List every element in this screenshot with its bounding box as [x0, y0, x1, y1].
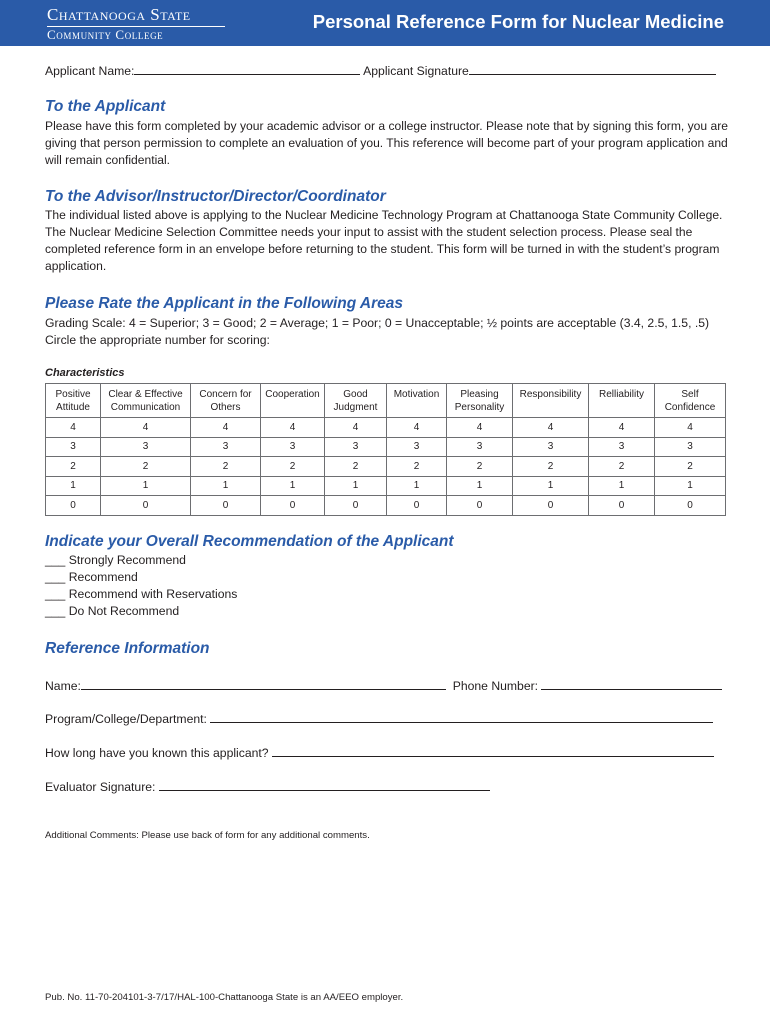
blank-line: ___ — [45, 553, 66, 567]
score-cell[interactable]: 0 — [589, 496, 655, 516]
to-advisor-heading: To the Advisor/Instructor/Director/Coordinator — [45, 188, 386, 205]
col-label: Confidence — [664, 401, 716, 413]
evaluator-signature-field[interactable] — [159, 779, 490, 791]
recommend-option-do-not[interactable] — [45, 604, 179, 618]
phone-number-field[interactable] — [541, 678, 722, 690]
score-cell[interactable]: 4 — [46, 418, 101, 438]
blank-line: ___ — [45, 587, 66, 601]
score-cell[interactable]: 1 — [655, 476, 726, 496]
score-cell[interactable]: 1 — [191, 476, 261, 496]
score-cell[interactable]: 1 — [387, 476, 447, 496]
known-field[interactable] — [272, 745, 714, 757]
col-label: Concern for — [199, 388, 252, 400]
score-cell[interactable]: 0 — [191, 496, 261, 516]
evaluator-signature-row — [45, 779, 490, 794]
score-cell[interactable]: 2 — [261, 457, 325, 477]
reference-name-row — [45, 678, 722, 693]
logo-line-2: Community College — [47, 27, 164, 42]
rating-score-rows — [46, 418, 726, 516]
score-row — [46, 437, 726, 457]
program-row — [45, 711, 713, 726]
grading-scale: Grading Scale: 4 = Superior; 3 = Good; 2 = Average; 1 = Poor; 0 = Unacceptable; ½ points are acceptable (3.4, 2.5, 1.5, .5) — [45, 316, 710, 330]
phone-number-label: Phone Number: — [452, 679, 539, 693]
to-applicant-heading: To the Applicant — [45, 98, 166, 115]
score-cell[interactable]: 2 — [513, 457, 589, 477]
score-cell[interactable]: 2 — [387, 457, 447, 477]
score-cell[interactable]: 0 — [261, 496, 325, 516]
option-label: Recommend with Reservations — [68, 587, 238, 601]
score-cell[interactable]: 1 — [261, 476, 325, 496]
score-row — [46, 457, 726, 477]
circle-instruction: Circle the appropriate number for scoring: — [45, 333, 270, 347]
applicant-line — [45, 63, 716, 78]
additional-comments-note: Additional Comments: Please use back of form for any additional comments. — [45, 830, 370, 841]
option-label: Do Not Recommend — [68, 604, 180, 618]
logo-line-1: Chattanooga State — [47, 5, 191, 24]
col-communication — [101, 384, 191, 418]
score-row — [46, 496, 726, 516]
known-row — [45, 745, 714, 760]
score-cell[interactable]: 2 — [46, 457, 101, 477]
score-cell[interactable]: 4 — [261, 418, 325, 438]
reference-name-field[interactable] — [81, 678, 446, 690]
score-cell[interactable]: 4 — [513, 418, 589, 438]
col-label: Judgment — [333, 401, 378, 413]
score-cell[interactable]: 1 — [46, 476, 101, 496]
score-cell[interactable]: 0 — [655, 496, 726, 516]
score-cell[interactable]: 3 — [387, 437, 447, 457]
footer-publication: Pub. No. 11-70-204101-3-7/17/HAL-100-Chattanooga State is an AA/EEO employer. — [45, 992, 404, 1003]
blank-line: ___ — [45, 570, 66, 584]
score-cell[interactable]: 3 — [655, 437, 726, 457]
score-cell[interactable]: 3 — [101, 437, 191, 457]
program-field[interactable] — [210, 711, 713, 723]
col-label: Motivation — [393, 389, 440, 400]
score-cell[interactable]: 4 — [387, 418, 447, 438]
col-concern-for-others — [191, 384, 261, 418]
score-cell[interactable]: 0 — [387, 496, 447, 516]
characteristics-label: Characteristics — [45, 367, 125, 379]
score-row — [46, 418, 726, 438]
score-cell[interactable]: 1 — [513, 476, 589, 496]
reference-heading: Reference Information — [45, 640, 210, 657]
col-good-judgment — [325, 384, 387, 418]
score-cell[interactable]: 0 — [513, 496, 589, 516]
col-label: Responsibility — [519, 389, 582, 400]
option-label: Recommend — [68, 570, 138, 584]
score-cell[interactable]: 1 — [447, 476, 513, 496]
col-label: Positive — [55, 388, 91, 400]
score-cell[interactable]: 0 — [46, 496, 101, 516]
reference-name-label: Name: — [45, 679, 81, 693]
score-cell[interactable]: 1 — [589, 476, 655, 496]
score-cell[interactable]: 2 — [655, 457, 726, 477]
form-title: Personal Reference Form for Nuclear Medicine — [312, 11, 724, 32]
col-label: Self — [681, 388, 699, 400]
score-cell[interactable]: 1 — [325, 476, 387, 496]
score-cell[interactable]: 3 — [261, 437, 325, 457]
col-label: Clear & Effective — [108, 388, 183, 400]
col-cooperation — [261, 384, 325, 418]
applicant-name-field[interactable] — [134, 63, 360, 75]
applicant-name-label: Applicant Name: — [45, 64, 135, 78]
col-positive-attitude — [46, 384, 101, 418]
col-self-confidence — [655, 384, 726, 418]
col-label: Relliability — [598, 389, 644, 400]
applicant-signature-label: Applicant Signature — [363, 64, 469, 78]
recommendation-heading: Indicate your Overall Recommendation of the Applicant — [45, 533, 454, 550]
score-cell[interactable]: 4 — [447, 418, 513, 438]
score-cell[interactable]: 1 — [101, 476, 191, 496]
col-pleasing-personality — [447, 384, 513, 418]
blank-line: ___ — [45, 604, 66, 618]
recommend-option-recommend[interactable] — [45, 570, 138, 584]
col-motivation — [387, 384, 447, 418]
col-label: Cooperation — [265, 389, 320, 400]
score-cell[interactable]: 2 — [447, 457, 513, 477]
recommend-option-reservations[interactable] — [45, 587, 237, 601]
score-cell[interactable]: 0 — [447, 496, 513, 516]
col-label: Good — [343, 388, 368, 400]
col-label: Communication — [110, 401, 181, 413]
score-row — [46, 476, 726, 496]
score-cell[interactable]: 4 — [325, 418, 387, 438]
col-reliability — [589, 384, 655, 418]
score-cell[interactable]: 4 — [655, 418, 726, 438]
score-cell[interactable]: 2 — [101, 457, 191, 477]
score-cell[interactable]: 3 — [191, 437, 261, 457]
to-applicant-text: Please have this form completed by your academic advisor or a college instructor. Please note that by signing this form, you are giving that person permission to complete an evaluation of you. This reference will become part of your program application and will remain confidential. — [45, 119, 728, 167]
score-cell[interactable]: 0 — [325, 496, 387, 516]
program-label: Program/College/Department: — [45, 712, 207, 726]
score-cell[interactable]: 3 — [589, 437, 655, 457]
score-cell[interactable]: 3 — [513, 437, 589, 457]
evaluator-signature-label: Evaluator Signature: — [45, 780, 156, 794]
score-cell[interactable]: 3 — [46, 437, 101, 457]
applicant-signature-field[interactable] — [469, 63, 716, 75]
score-cell[interactable]: 2 — [589, 457, 655, 477]
col-responsibility — [513, 384, 589, 418]
score-cell[interactable]: 4 — [589, 418, 655, 438]
known-label: How long have you known this applicant? — [45, 746, 269, 760]
option-label: Strongly Recommend — [68, 553, 186, 567]
header-bar — [0, 0, 770, 46]
score-cell[interactable]: 2 — [325, 457, 387, 477]
score-cell[interactable]: 0 — [101, 496, 191, 516]
score-cell[interactable]: 4 — [191, 418, 261, 438]
col-label: Others — [210, 401, 241, 413]
college-logo — [47, 5, 225, 42]
col-label: Personality — [454, 401, 505, 413]
rating-heading: Please Rate the Applicant in the Following Areas — [45, 295, 404, 312]
rating-table — [45, 383, 726, 516]
score-cell[interactable]: 3 — [325, 437, 387, 457]
rating-header-row — [46, 384, 726, 418]
recommend-option-strongly[interactable] — [45, 553, 186, 567]
col-label: Attitude — [56, 401, 90, 413]
score-cell[interactable]: 3 — [447, 437, 513, 457]
col-label: Pleasing — [460, 388, 499, 400]
score-cell[interactable]: 4 — [101, 418, 191, 438]
to-advisor-text: The individual listed above is applying to the Nuclear Medicine Technology Program at Chattanooga State Community College. The Nuclear Medicine Selection Committee needs your input to assist with the student selection process. Please seal the completed reference form in an envelope before returning to the student. This form will be turned in with the student’s program application. — [45, 208, 723, 273]
score-cell[interactable]: 2 — [191, 457, 261, 477]
